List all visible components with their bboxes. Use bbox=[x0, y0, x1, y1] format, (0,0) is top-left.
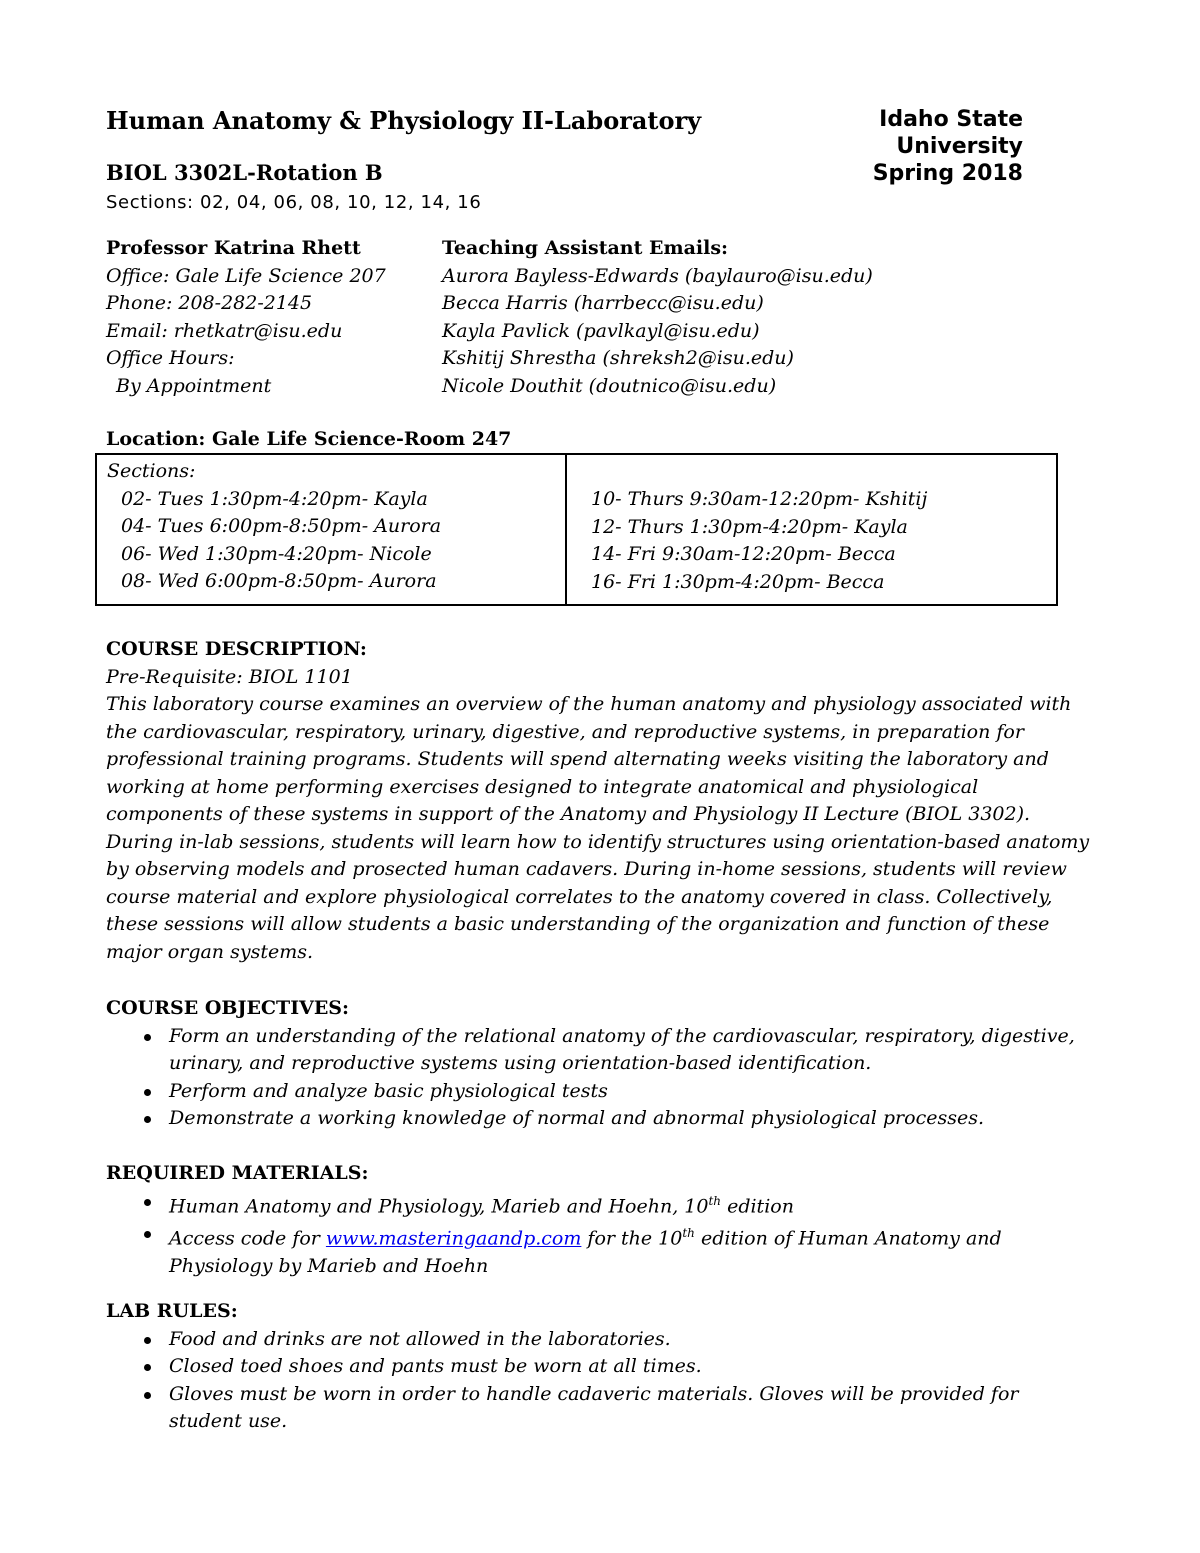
schedule-slot: 08- Wed 6:00pm-8:50pm- Aurora bbox=[121, 570, 437, 592]
objective-text: Perform and analyze basic physiological tests bbox=[169, 1079, 608, 1102]
bullet-icon bbox=[144, 1089, 151, 1096]
required-materials-heading: REQUIRED MATERIALS: bbox=[106, 1162, 369, 1184]
university-block bbox=[803, 106, 1023, 187]
professor-office: Office: Gale Life Science 207 bbox=[106, 264, 386, 287]
rule-text: Gloves must be worn in order to handle cadaveric materials. Gloves will be provided for student use. bbox=[169, 1382, 1019, 1432]
bullet-icon bbox=[144, 1116, 151, 1123]
schedule-slot: 06- Wed 1:30pm-4:20pm- Nicole bbox=[121, 542, 432, 565]
professor-name: Professor Katrina Rhett bbox=[106, 237, 361, 259]
material-text-tail: edition bbox=[721, 1194, 794, 1217]
ta-entry: Becca Harris (harrbecc@isu.edu) bbox=[442, 292, 764, 314]
prerequisite: Pre-Requisite: BIOL 1101 bbox=[106, 665, 353, 688]
superscript: th bbox=[682, 1226, 695, 1241]
course-objectives-heading: COURSE OBJECTIVES: bbox=[106, 997, 350, 1019]
list-item bbox=[106, 1353, 1096, 1381]
schedule-left-column bbox=[107, 458, 441, 596]
list-item bbox=[106, 1105, 1096, 1133]
professor-info bbox=[106, 235, 386, 400]
bullet-icon bbox=[144, 1231, 151, 1238]
bullet-icon bbox=[144, 1364, 151, 1371]
office-hours-value: By Appointment bbox=[116, 374, 272, 397]
course-code: BIOL 3302L-Rotation B bbox=[106, 160, 383, 185]
professor-email: Email: rhetkatr@isu.edu bbox=[106, 319, 343, 342]
university-name-line1: Idaho State bbox=[879, 107, 1023, 132]
objective-text: Demonstrate a working knowledge of normal and abnormal physiological processes. bbox=[169, 1107, 984, 1129]
list-item bbox=[106, 1023, 1096, 1078]
location-label: Location: Gale Life Science-Room 247 bbox=[106, 428, 512, 450]
schedule-slot: 02- Tues 1:30pm-4:20pm- Kayla bbox=[121, 487, 428, 510]
schedule-slot: 12- Thurs 1:30pm-4:20pm- Kayla bbox=[591, 515, 908, 538]
bullet-icon bbox=[144, 1199, 151, 1206]
superscript: th bbox=[708, 1193, 722, 1208]
material-text-tail: edition of Human Anatomy and Physiology by Marieb and Hoehn bbox=[169, 1227, 1002, 1278]
mastering-aandp-link[interactable]: www.masteringaandp.com bbox=[325, 1227, 582, 1250]
lab-rules-heading: LAB RULES: bbox=[106, 1300, 238, 1322]
schedule-slot: 14- Fri 9:30am-12:20pm- Becca bbox=[591, 543, 896, 565]
material-text-mid: for the 10 bbox=[581, 1227, 683, 1250]
objective-text: Form an understanding of the relational anatomy of the cardiovascular, respiratory, digestive, urinary, and reproductive systems using orientation-based identification. bbox=[169, 1024, 1075, 1074]
course-description-body: This laboratory course examines an overview of the human anatomy and physiology associated with the cardiovascular, respiratory, urinary, digestive, and reproductive systems, in preparation for professional training programs. Students will spend alternating weeks visiting the laboratory and working at home performing exercises designed to integrate anatomical and physiological components of these systems in support of the Anatomy and Physiology II Lecture (BIOL 3302). During in-lab sessions, students will learn how to identify structures using orientation-based anatomy by observing models and prosected human cadavers. During in-home sessions, students will review course material and explore physiological correlates to the anatomy covered in class. Collectively, these sessions will allow students a basic understanding of the organization and function of these major organ systems. bbox=[106, 693, 1090, 963]
list-item bbox=[106, 1326, 1096, 1354]
ta-entry: Kayla Pavlick (pavlkayl@isu.edu) bbox=[442, 319, 760, 342]
bullet-icon bbox=[144, 1392, 151, 1399]
term: Spring 2018 bbox=[872, 161, 1023, 186]
material-text-prefix: Access code for bbox=[169, 1227, 326, 1250]
office-hours-label: Office Hours: bbox=[106, 347, 235, 369]
document-title: Human Anatomy & Physiology II-Laboratory bbox=[106, 106, 702, 135]
professor-phone: Phone: 208-282-2145 bbox=[106, 292, 313, 314]
objectives-list bbox=[106, 1023, 1096, 1133]
sections-line: Sections: 02, 04, 06, 08, 10, 12, 14, 16 bbox=[106, 192, 482, 213]
material-text: Human Anatomy and Physiology, Marieb and Hoehn, 10 bbox=[169, 1194, 709, 1217]
schedule-right-column bbox=[591, 486, 927, 596]
bullet-icon bbox=[144, 1034, 151, 1041]
ta-entry: Nicole Douthit (doutnico@isu.edu) bbox=[442, 374, 777, 397]
bullet-icon bbox=[144, 1337, 151, 1344]
schedule-divider bbox=[565, 455, 567, 604]
schedule-sections-label: Sections: bbox=[107, 460, 196, 482]
rule-text: Food and drinks are not allowed in the laboratories. bbox=[169, 1327, 671, 1350]
list-item bbox=[106, 1381, 1096, 1436]
lab-rules-list bbox=[106, 1326, 1096, 1436]
required-materials-section bbox=[106, 1160, 1096, 1281]
list-item bbox=[106, 1078, 1096, 1106]
course-description-section bbox=[106, 636, 1096, 966]
list-item bbox=[106, 1220, 1096, 1280]
lab-rules-section bbox=[106, 1298, 1096, 1436]
list-item bbox=[106, 1188, 1096, 1221]
course-objectives-section bbox=[106, 995, 1096, 1133]
schedule-slot: 04- Tues 6:00pm-8:50pm- Aurora bbox=[121, 515, 442, 537]
ta-heading: Teaching Assistant Emails: bbox=[442, 237, 729, 259]
materials-list bbox=[106, 1188, 1096, 1281]
ta-entry: Kshitij Shrestha (shreksh2@isu.edu) bbox=[442, 347, 794, 369]
ta-info bbox=[442, 235, 873, 400]
schedule-slot: 16- Fri 1:30pm-4:20pm- Becca bbox=[591, 570, 885, 593]
schedule-slot: 10- Thurs 9:30am-12:20pm- Kshitij bbox=[591, 488, 928, 510]
university-name-line2: University bbox=[896, 134, 1023, 159]
ta-entry: Aurora Bayless-Edwards (baylauro@isu.edu) bbox=[442, 264, 873, 287]
rule-text: Closed toed shoes and pants must be worn at all times. bbox=[169, 1355, 702, 1377]
course-description-heading: COURSE DESCRIPTION: bbox=[106, 638, 367, 660]
section-schedule-box bbox=[95, 453, 1058, 606]
